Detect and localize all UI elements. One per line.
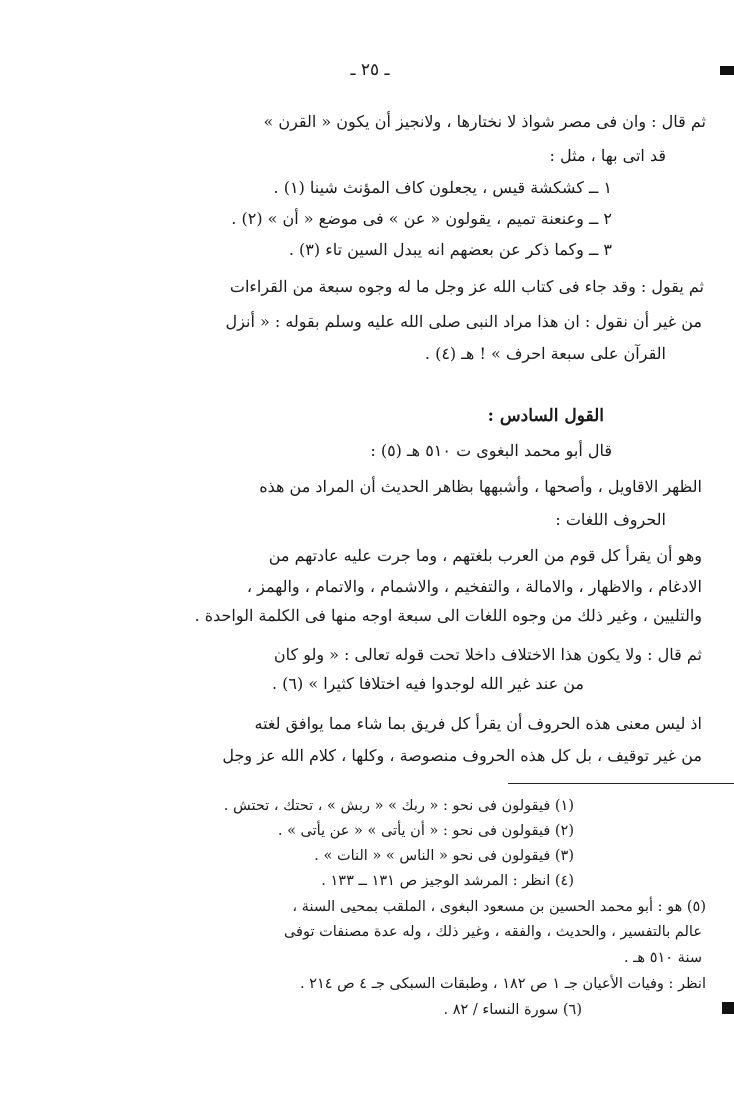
section-heading: القول السادس : [487, 406, 604, 426]
footnote: عالم بالتفسير ، والحديث ، والفقه ، وغير ذلك ، وله عدة مصنفات توفى [283, 924, 702, 940]
footnote: انظر : وفيات الأعيان جـ ١ ص ١٨٢ ، وطبقات السبكى جـ ٤ ص ٢١٤ . [299, 976, 706, 992]
text-line: ٣ ــ وكما ذكر عن بعضهم انه يبدل السين تاء (٣) . [288, 240, 612, 259]
text-line: من غير توقيف ، بل كل هذه الحروف منصوصة ، وكلها ، كلام الله عز وجل [222, 746, 702, 765]
text-line: من غير أن نقول : ان هذا مراد النبى صلى الله عليه وسلم بقوله : « أنزل [225, 312, 702, 331]
footnote: سنة ٥١٠ هـ . [623, 950, 702, 966]
text-line: ١ ــ كشكشة قيس ، يجعلون كاف المؤنث شينا (١) . [273, 178, 612, 197]
footnote: (٣) فيقولون فى نحو « الناس » « النات » . [314, 848, 574, 864]
scan-edge-mark [720, 66, 734, 75]
text-line: ثم قال : ولا يكون هذا الاختلاف داخلا تحت قوله تعالى : « ولو كان [273, 645, 702, 664]
text-line: والتليين ، وغير ذلك من وجوه اللغات الى سبعة اوجه منها فى الكلمة الواحدة . [194, 606, 702, 625]
page-number: ـ ٢٥ ـ [350, 60, 390, 80]
text-line: قال أبو محمد البغوى ت ٥١٠ هـ (٥) : [370, 441, 612, 460]
text-line: ٢ ــ وعنعنة تميم ، يقولون « عن » فى موضع « أن » (٢) . [231, 209, 612, 228]
text-line: ثم قال : وان فى مصر شواذ لا نختارها ، ولانجيز أن يكون « القرن » [263, 112, 706, 131]
footnote: (٦) سورة النساء / ٨٢ . [443, 1002, 582, 1018]
text-line: الحروف اللغات : [555, 510, 666, 529]
text-line: من عند غير الله لوجدوا فيه اختلافا كثيرا » (٦) . [272, 674, 584, 693]
text-line: القرآن على سبعة احرف » ! هـ (٤) . [424, 344, 666, 363]
scan-edge-mark [722, 1002, 734, 1014]
text-line: الادغام ، والاظهار ، والامالة ، والتفخيم ، والاشمام ، والاتمام ، والهمز ، [246, 577, 702, 596]
text-line: اذ ليس معنى هذه الحروف أن يقرأ كل فريق بما شاء مما يوافق لغته [254, 714, 702, 733]
text-line: وهو أن يقرأ كل قوم من العرب بلغتهم ، وما جرت عليه عادتهم من [268, 546, 702, 565]
footnote: (٤) انظر : المرشد الوجيز ص ١٣١ ــ ١٣٣ . [321, 873, 574, 889]
footnote: (٥) هو : أبو محمد الحسين بن مسعود البغوى ، الملقب بمحيى السنة ، [292, 899, 706, 915]
text-line: قد اتى بها ، مثل : [549, 146, 666, 165]
footnote: (١) فيقولون فى نحو : « ربك » « ربش » ، تحتك ، تحتش . [223, 798, 574, 814]
footnote-separator [508, 783, 734, 784]
text-line: الظهر الاقاويل ، وأصحها ، وأشبهها بظاهر الحديث أن المراد من هذه [259, 477, 702, 496]
text-line: ثم يقول : وقد جاء فى كتاب الله عز وجل ما له وجوه سبعة من القراءات [229, 277, 704, 296]
footnote: (٢) فيقولون فى نحو : « أن يأتى » « عن يأتى » . [277, 823, 574, 839]
